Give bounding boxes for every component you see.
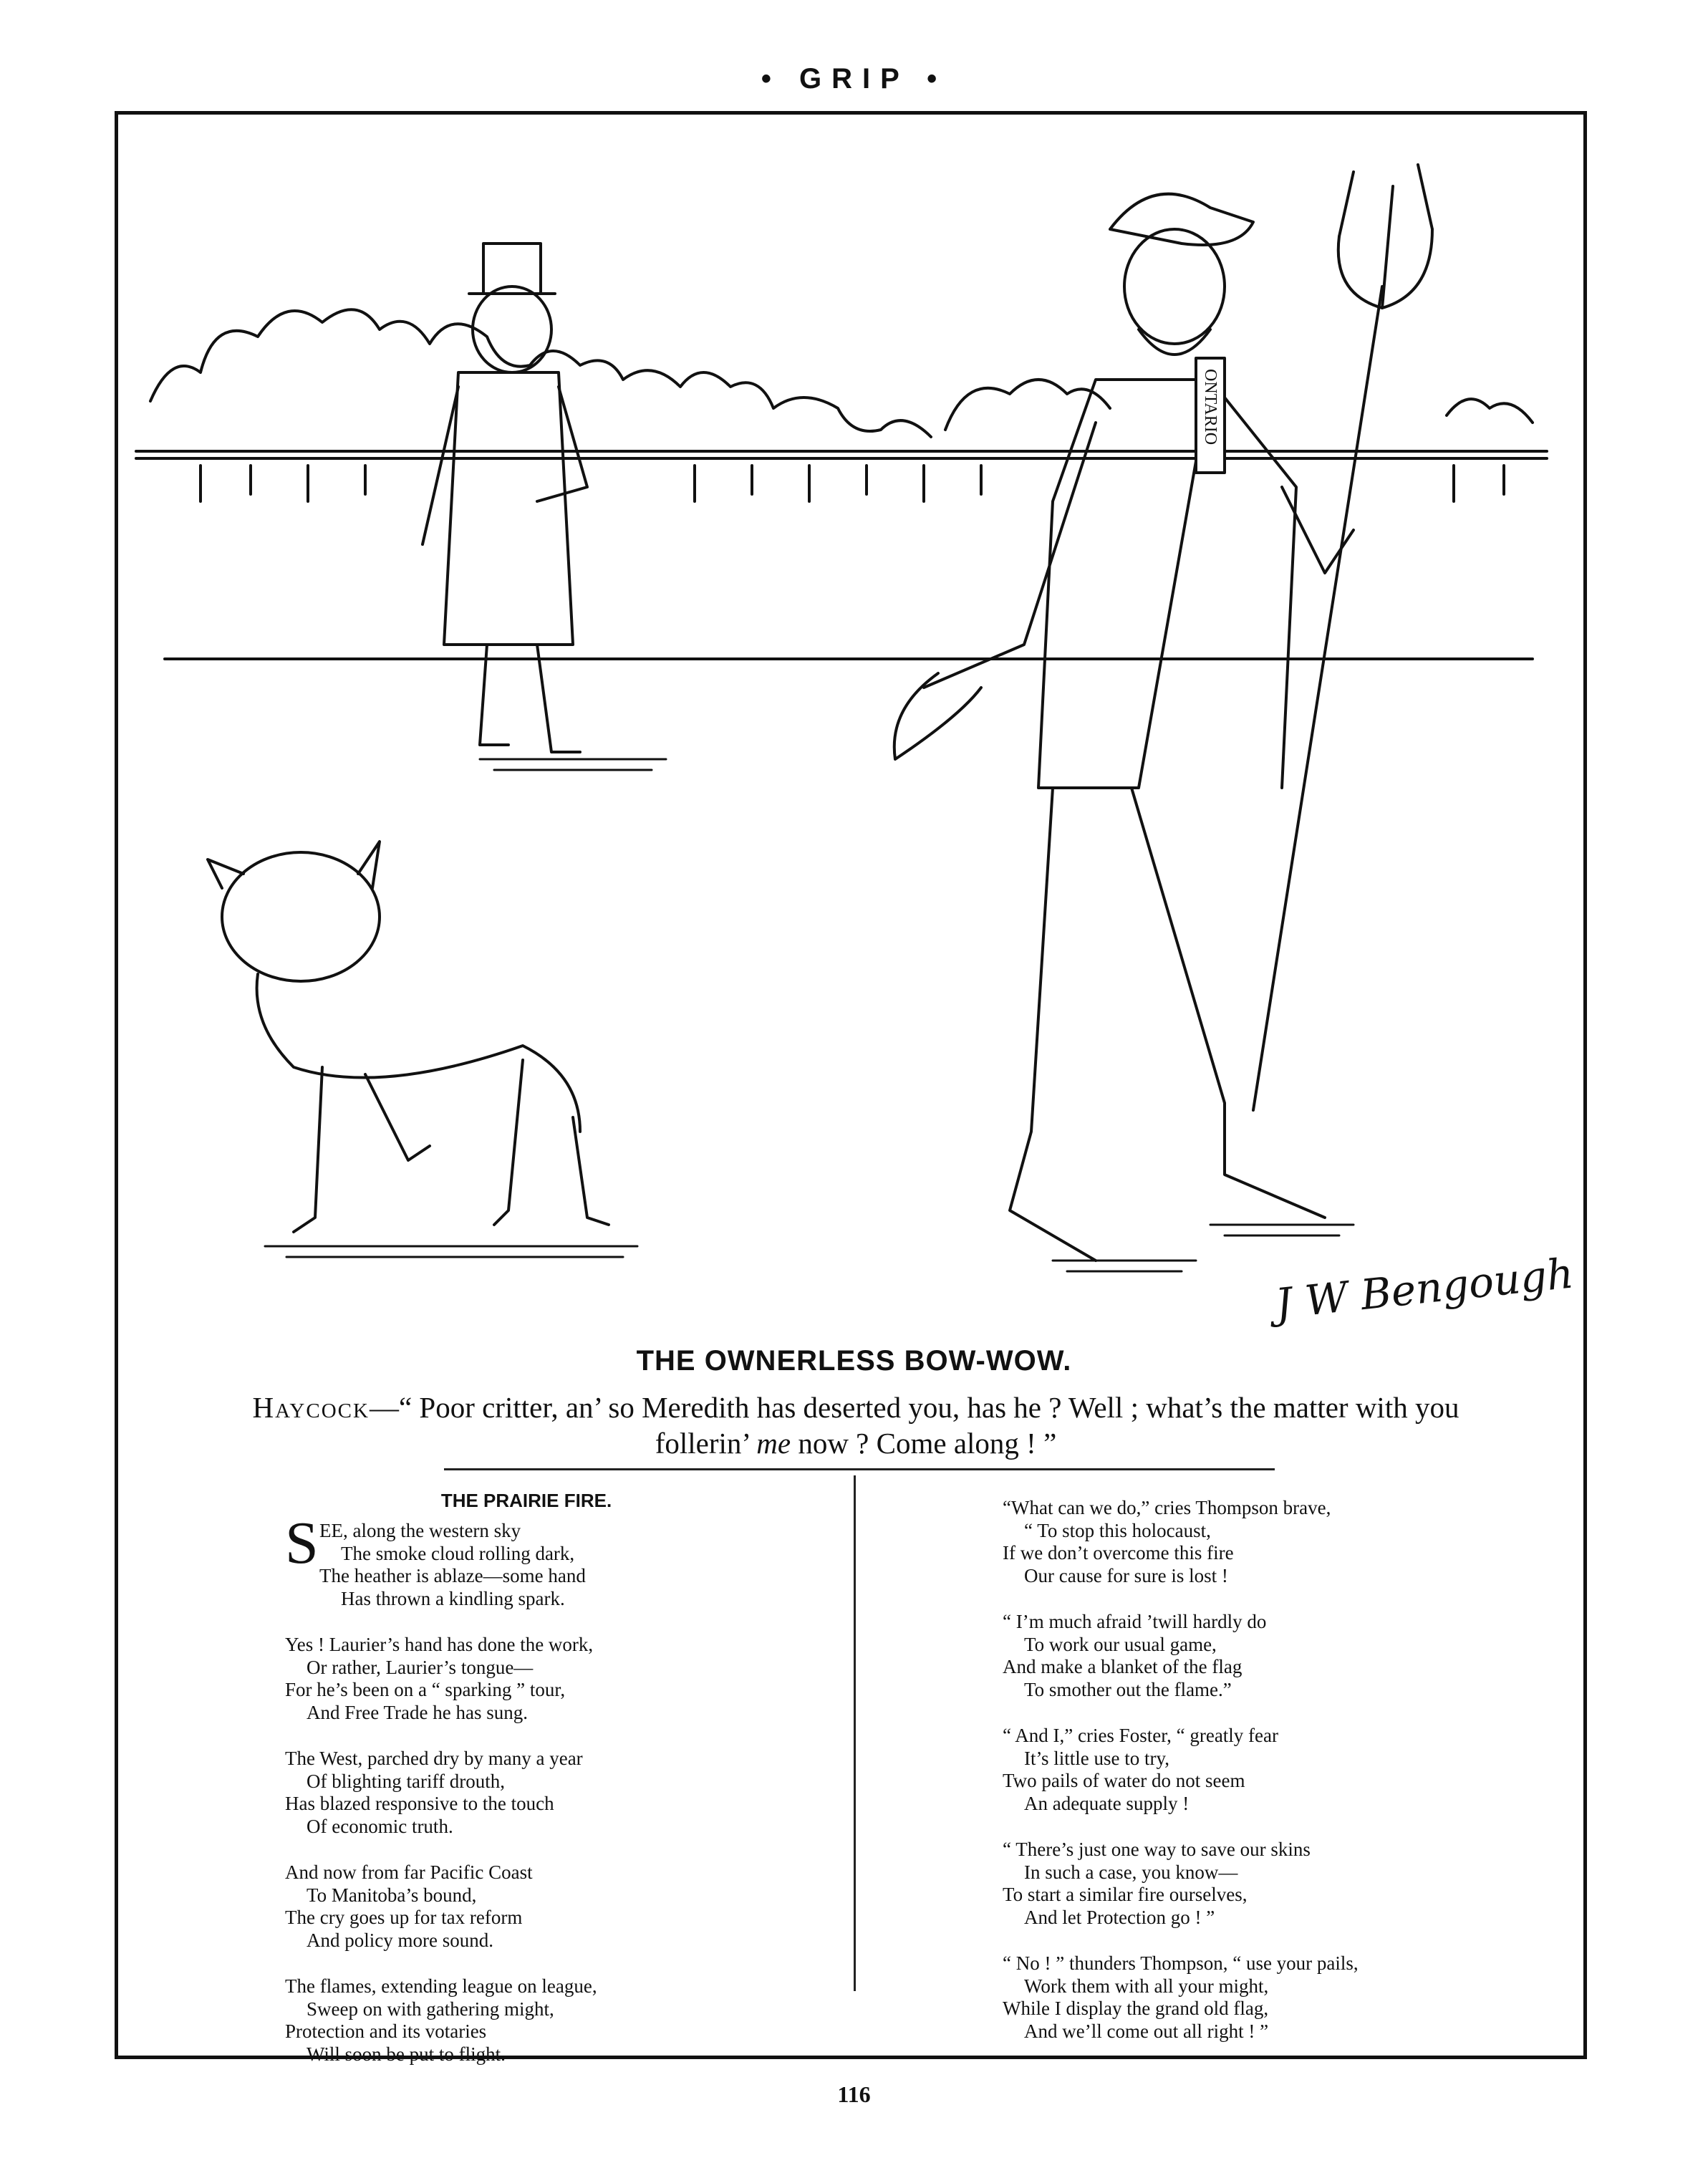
masthead: • GRIP • bbox=[761, 63, 947, 95]
stanza bbox=[1003, 1839, 1547, 1929]
poem-line: And we’ll come out all right ! ” bbox=[1024, 2020, 1269, 2042]
poem-line: Has blazed responsive to the touch bbox=[285, 1793, 554, 1814]
poem-line: If we don’t overcome this fire bbox=[1003, 1542, 1234, 1564]
poem-line: Yes ! Laurier’s hand has done the work, bbox=[285, 1634, 594, 1655]
poem-line: And Free Trade he has sung. bbox=[307, 1701, 528, 1723]
stanza bbox=[285, 1748, 829, 1838]
poem-line: The smoke cloud rolling dark, bbox=[341, 1542, 575, 1564]
poem-line: “ There’s just one way to save our skins bbox=[1003, 1839, 1311, 1860]
poem-line: An adequate supply ! bbox=[1024, 1792, 1190, 1814]
stanza bbox=[1003, 1497, 1547, 1587]
artist-signature: J W Bengough bbox=[1273, 1248, 1576, 1329]
poem-line: To work our usual game, bbox=[1024, 1633, 1217, 1655]
page-number: 116 bbox=[837, 2081, 871, 2107]
poem-line: The heather is ablaze—some hand bbox=[319, 1565, 586, 1586]
poem-line: Of blighting tariff drouth, bbox=[307, 1770, 505, 1792]
poem-line: EE, along the western sky bbox=[319, 1520, 521, 1541]
caption-rule bbox=[444, 1468, 1275, 1470]
stanza bbox=[1003, 1611, 1547, 1701]
poem-line: Sweep on with gathering might, bbox=[307, 1998, 554, 2020]
poem-line: To Manitoba’s bound, bbox=[307, 1884, 477, 1906]
poem-line: The flames, extending league on league, bbox=[285, 1975, 597, 1997]
poem-line: “ I’m much afraid ’twill hardly do bbox=[1003, 1611, 1267, 1632]
poem-line: Work them with all your might, bbox=[1024, 1975, 1269, 1997]
poem-line: The West, parched dry by many a year bbox=[285, 1748, 583, 1769]
poem-line: It’s little use to try, bbox=[1024, 1747, 1169, 1769]
poem-line: “ No ! ” thunders Thompson, “ use your pails, bbox=[1003, 1952, 1359, 1974]
poem-line: Will soon be put to flight. bbox=[307, 2043, 506, 2065]
caption-line-2b: now ? Come along ! ” bbox=[791, 1427, 1057, 1460]
poem-line: “ And I,” cries Foster, “ greatly fear bbox=[1003, 1725, 1279, 1746]
cartoon-caption bbox=[193, 1389, 1518, 1461]
foliage-right bbox=[945, 380, 1110, 430]
poem-left-column bbox=[285, 1510, 829, 2089]
cartoon-title: THE OWNERLESS BOW-WOW. bbox=[636, 1345, 1072, 1377]
stanza bbox=[285, 1510, 829, 1610]
poem-line: The cry goes up for tax reform bbox=[285, 1907, 523, 1928]
caption-line-2a: follerin’ bbox=[655, 1427, 757, 1460]
farmer-haycock bbox=[894, 194, 1354, 1261]
poem-line: Our cause for sure is lost ! bbox=[1024, 1564, 1228, 1586]
poem-line: And let Protection go ! ” bbox=[1024, 1906, 1215, 1928]
drop-cap: S bbox=[285, 1510, 319, 1576]
ontario-badge-text: ONTARIO bbox=[1201, 369, 1220, 445]
caption-speaker: Haycock bbox=[252, 1391, 370, 1424]
cartoon-illustration bbox=[122, 143, 1568, 1332]
poem-line: In such a case, you know— bbox=[1024, 1861, 1238, 1883]
poem-line: Two pails of water do not seem bbox=[1003, 1770, 1245, 1791]
poem-line: And policy more sound. bbox=[307, 1929, 493, 1951]
top-hat-man bbox=[423, 244, 587, 752]
stanza bbox=[285, 1634, 829, 1724]
poem-line: “What can we do,” cries Thompson brave, bbox=[1003, 1497, 1331, 1518]
stanza bbox=[1003, 1952, 1547, 2043]
bulldog bbox=[208, 842, 609, 1232]
poem-line: For he’s been on a “ sparking ” tour, bbox=[285, 1679, 566, 1700]
stanza bbox=[285, 1861, 829, 1952]
poem-line: To smother out the flame.” bbox=[1024, 1678, 1232, 1700]
pitchfork bbox=[1253, 165, 1432, 1110]
caption-line-2-emphasis: me bbox=[756, 1427, 791, 1460]
poem-title: THE PRAIRIE FIRE. bbox=[440, 1490, 612, 1511]
poem-line: And make a blanket of the flag bbox=[1003, 1656, 1243, 1677]
stanza bbox=[1003, 1725, 1547, 1815]
poem-line: Or rather, Laurier’s tongue— bbox=[307, 1656, 534, 1678]
poem-line: While I display the grand old flag, bbox=[1003, 1998, 1269, 2019]
column-divider bbox=[854, 1475, 856, 1991]
poem-line: Protection and its votaries bbox=[285, 2020, 487, 2042]
poem-line: “ To stop this holocaust, bbox=[1024, 1519, 1211, 1541]
poem-right-column bbox=[1003, 1497, 1547, 2066]
caption-line-1: —“ Poor critter, an’ so Meredith has deserted you, has he ? Well ; what’s the matter with you bbox=[369, 1391, 1459, 1424]
stanza bbox=[285, 1975, 829, 2066]
poem-line: Of economic truth. bbox=[307, 1815, 453, 1837]
poem-line: To start a similar fire ourselves, bbox=[1003, 1884, 1248, 1905]
ground-shadow bbox=[265, 759, 1354, 1271]
poem-line: And now from far Pacific Coast bbox=[285, 1861, 533, 1883]
poem-line: Has thrown a kindling spark. bbox=[341, 1587, 565, 1609]
